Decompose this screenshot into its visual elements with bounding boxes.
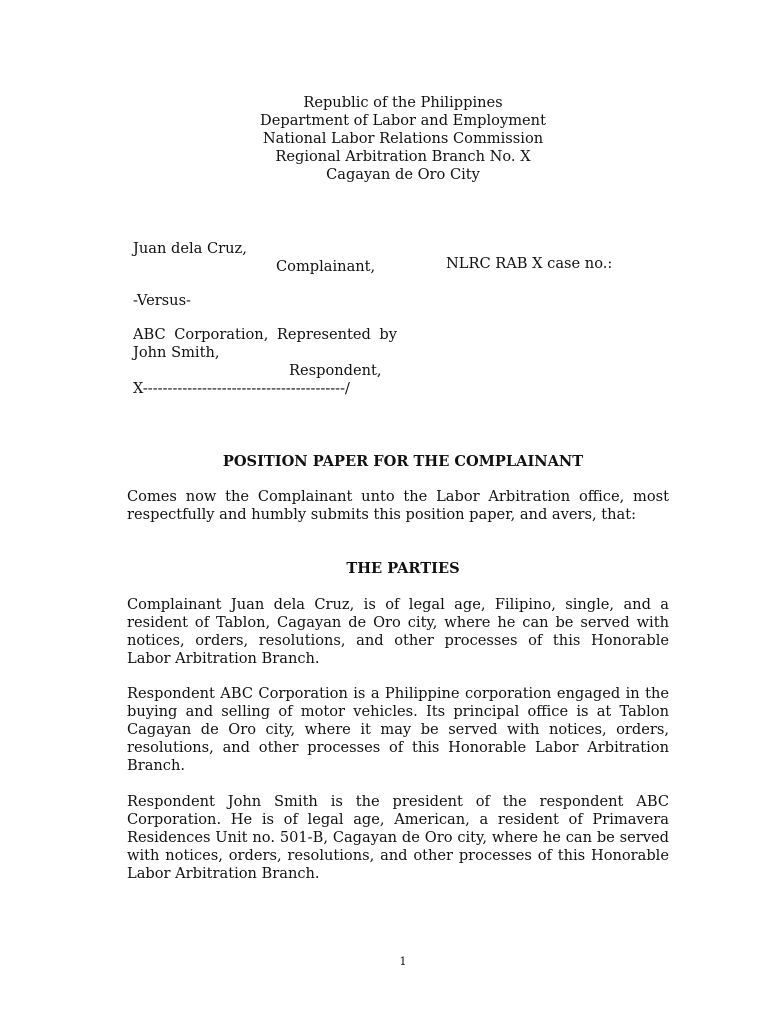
header-branch: Regional Arbitration Branch No. X (275, 148, 531, 165)
respondent-line-2: John Smith, (133, 344, 220, 361)
paragraph-respondent-corporation: Respondent ABC Corporation is a Philippine corporation engaged in the buying and selling of motor vehicles. Its principal office is at Tablon Cagayan de Oro city, where it may be served with notices, orders, resolutions, and other processes of this Honorable Labor Arbitration Branch. (127, 685, 669, 774)
paragraph-complainant: Complainant Juan dela Cruz, is of legal age, Filipino, single, and a resident of Tablon, Cagayan de Oro city, where he can be served with notices, orders, resolutions, and other processes of this Honorable Labor Arbitration Branch. (127, 596, 669, 667)
section-heading-parties: THE PARTIES (346, 560, 460, 577)
document-title: POSITION PAPER FOR THE COMPLAINANT (222, 453, 584, 470)
case-number-label: NLRC RAB X case no.: (446, 255, 613, 272)
header-republic: Republic of the Philippines (303, 94, 503, 111)
complainant-role: Complainant, (276, 258, 376, 275)
header-department: Department of Labor and Employment (260, 112, 546, 129)
complainant-name: Juan dela Cruz, (133, 240, 247, 257)
header-commission: National Labor Relations Commission (262, 130, 544, 147)
caption-divider: X-----------------------------------------/ (133, 380, 350, 397)
intro-paragraph: Comes now the Complainant unto the Labor Arbitration office, most respectfully and humbly submits this position paper, and avers, that: (127, 488, 669, 523)
versus-label: -Versus- (133, 292, 191, 309)
respondent-role: Respondent, (289, 362, 382, 379)
header-city: Cagayan de Oro City (326, 166, 480, 183)
paragraph-respondent-president: Respondent John Smith is the president of the respondent ABC Corporation. He is of legal age, American, a resident of Primavera Residences Unit no. 501-B, Cagayan de Oro city, where he can be served with notices, orders, resolutions, and other processes of this Honorable Labor Arbitration Branch. (127, 793, 669, 882)
document-header (0, 94, 768, 184)
page-number: 1 (399, 955, 407, 968)
respondent-line-1: ABC Corporation, Represented by (133, 326, 397, 343)
